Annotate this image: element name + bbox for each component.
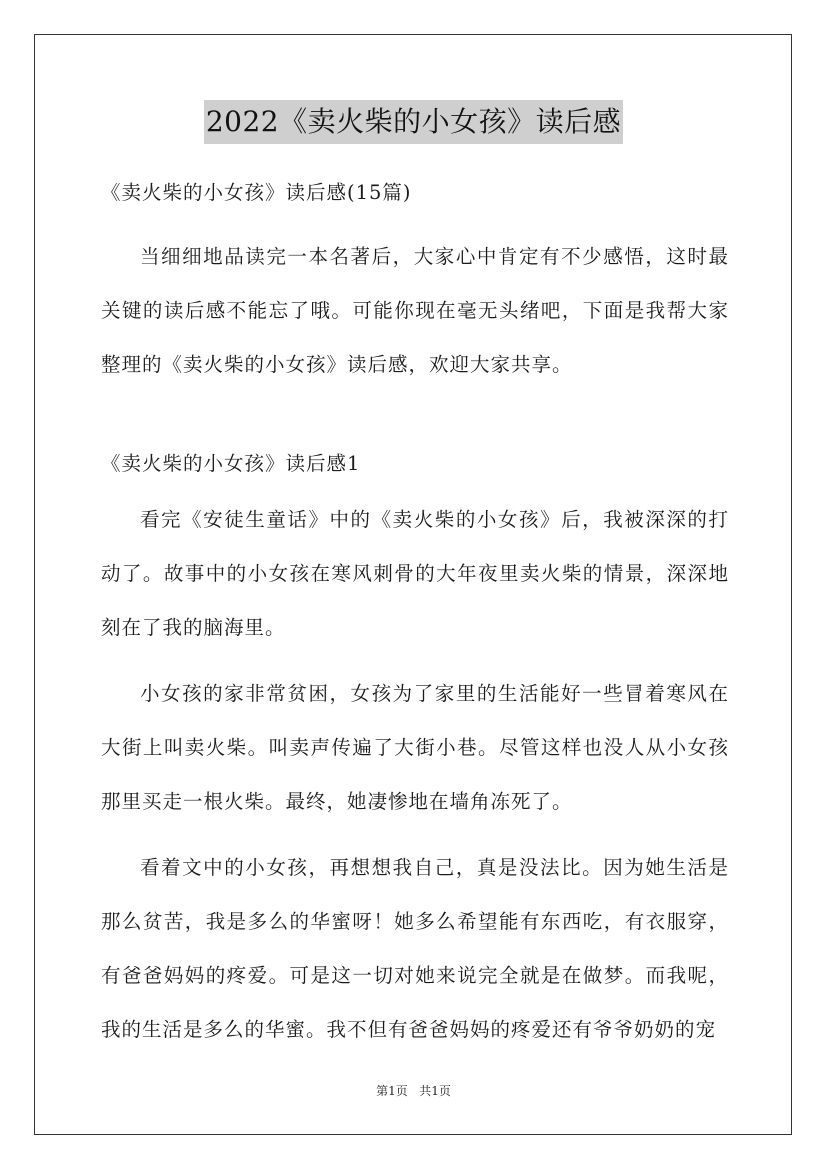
- section-heading: 《卖火柴的小女孩》读后感1: [101, 452, 361, 475]
- section-body: [101, 493, 729, 1057]
- page-footer: [0, 1082, 827, 1099]
- page-number: 第1页: [376, 1084, 408, 1098]
- document-subtitle: 《卖火柴的小女孩》读后感(15篇): [101, 181, 412, 204]
- intro-paragraph: 当细细地品读完一本名著后，大家心中肯定有不少感悟，这时最关键的读后感不能忘了哦。可能你现在毫无头绪吧，下面是我帮大家整理的《卖火柴的小女孩》读后感，欢迎大家共享。: [101, 245, 729, 376]
- body-paragraph: 看着文中的小女孩，再想想我自己，真是没法比。因为她生活是那么贫苦，我是多么的华蜜呀！她多么希望能有东西吃，有衣服穿，有爸爸妈妈的疼爱。可是这一切对她来说完全就是在做梦。而我呢，我的生活是多么的华蜜。我不但有爸爸妈妈的疼爱还有爷爷奶奶的宠: [101, 856, 729, 1041]
- page-total: 共1页: [419, 1084, 451, 1098]
- body-paragraph: 看完《安徒生童话》中的《卖火柴的小女孩》后，我被深深的打动了。故事中的小女孩在寒风刺骨的大年夜里卖火柴的情景，深深地刻在了我的脑海里。: [101, 508, 729, 639]
- document-title: 2022《卖火柴的小女孩》读后感: [204, 100, 623, 144]
- body-paragraph: 小女孩的家非常贫困，女孩为了家里的生活能好一些冒着寒风在大街上叫卖火柴。叫卖声传遍了大街小巷。尽管这样也没人从小女孩那里买走一根火柴。最终，她凄惨地在墙角冻死了。: [101, 682, 729, 813]
- title-container: [0, 100, 827, 144]
